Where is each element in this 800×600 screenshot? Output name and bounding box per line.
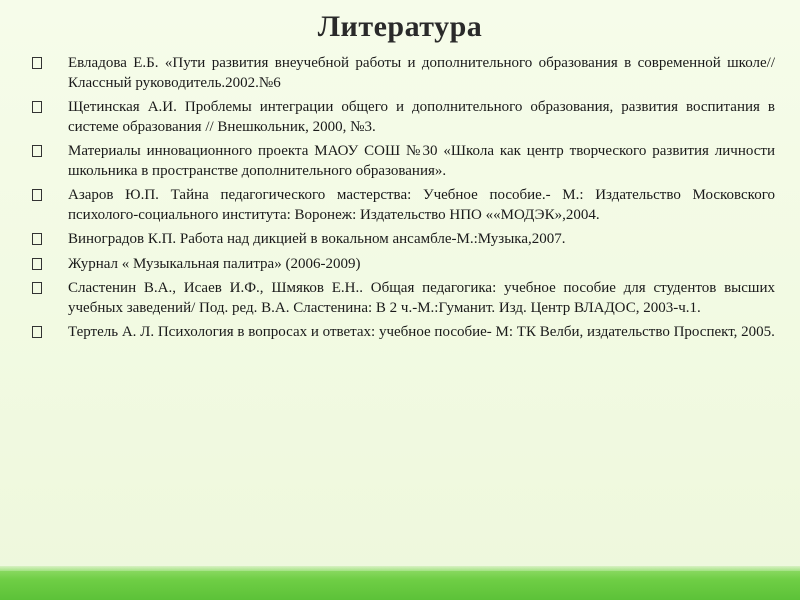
slide-title: Литература (317, 10, 483, 43)
list-item (30, 54, 775, 93)
list-item (30, 279, 775, 318)
bullet-box-icon (32, 282, 42, 294)
bullet-box-icon (32, 326, 42, 338)
reference-text: Виноградов К.П. Работа над дикцией в вокальном ансамбле-М.:Музыка,2007. (68, 231, 566, 247)
bullet-box-icon (32, 258, 42, 270)
reference-text: Сластенин В.А., Исаев И.Ф., Шмяков Е.Н.. Общая педагогика: учебное пособие для студентов высших учебных заведений/ Под. ред. В.А. Сластенина: В 2 ч.-М.:Гуманит. Изд. Центр ВЛАДОС, 2003-ч.1. (68, 280, 775, 316)
list-item (30, 255, 775, 275)
reference-text: Щетинская А.И. Проблемы интеграции общего и дополнительного образования, развития воспитания в системе образования // Внешкольник, 2000, №3. (68, 99, 775, 135)
reference-text: Материалы инновационного проекта МАОУ СОШ №30 «Школа как центр творческого развития личности школьника в пространстве дополнительного образования». (68, 143, 775, 179)
reference-text: Азаров Ю.П. Тайна педагогического мастерства: Учебное пособие.- М.: Издательство Московского психолого-социального института: Воронеж: Издательство НПО ««МОДЭК»,2004. (68, 187, 775, 223)
bullet-box-icon (32, 233, 42, 245)
bullet-box-icon (32, 57, 42, 69)
list-item (30, 186, 775, 225)
reference-text: Евладова Е.Б. «Пути развития внеучебной работы и дополнительного образования в современной школе// Классный руководитель.2002.№6 (68, 55, 775, 91)
footer-bar (0, 566, 800, 600)
list-item (30, 98, 775, 137)
list-item (30, 323, 775, 343)
bullet-box-icon (32, 145, 42, 157)
reference-text: Тертель А. Л. Психология в вопросах и ответах: учебное пособие- М: ТК Велби, издательство Проспект, 2005. (68, 324, 775, 340)
bullet-box-icon (32, 189, 42, 201)
list-item (30, 142, 775, 181)
reference-list (30, 54, 775, 348)
bullet-box-icon (32, 101, 42, 113)
list-item (30, 230, 775, 250)
reference-text: Журнал « Музыкальная палитра» (2006-2009) (68, 255, 361, 272)
